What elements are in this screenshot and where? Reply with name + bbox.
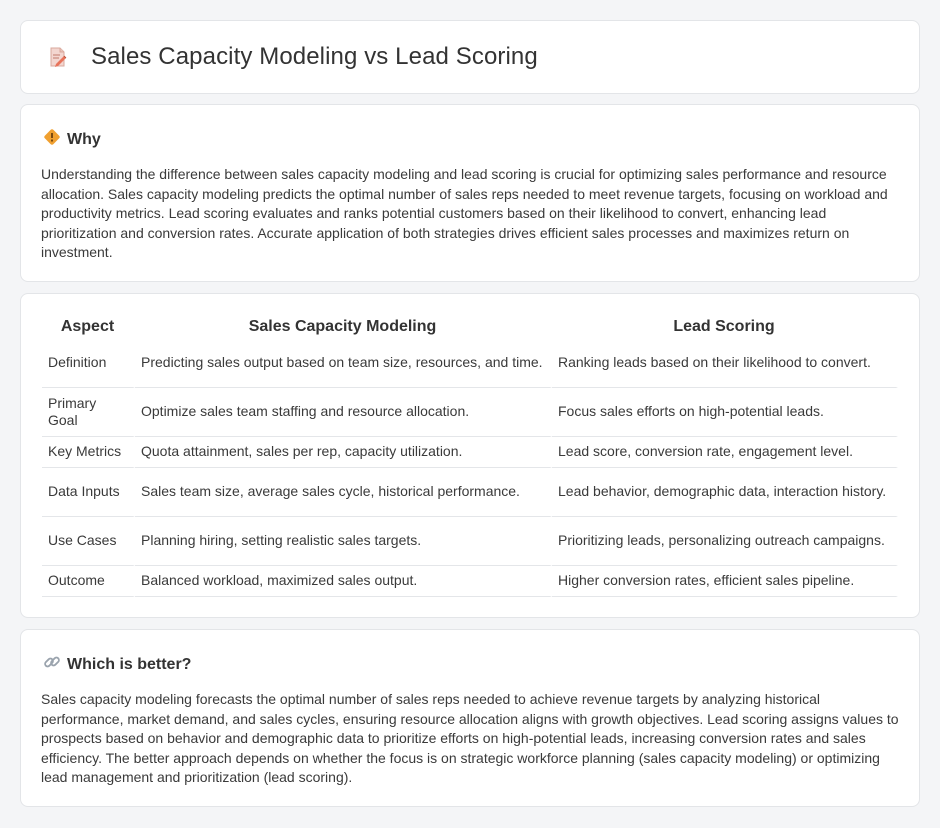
table-row — [42, 468, 898, 517]
document-edit-icon — [47, 46, 69, 68]
why-body: Understanding the difference between sales capacity modeling and lead scoring is crucial for optimizing sales performance and resource allocation. Sales capacity modeling predicts the optimal number of sales reps needed to meet revenue targets, focusing on workload and productivity metrics. Lead scoring evaluates and ranks potential customers based on their likelihood to convert, enhancing lead prioritization and conversion rates. Accurate application of both strategies drives efficient sales processes and maximizes return on investment. — [41, 166, 888, 260]
header-sales-capacity-modeling: Sales Capacity Modeling — [135, 315, 552, 339]
ls-cell: Focus sales efforts on high-potential leads. — [552, 388, 898, 437]
ls-cell: Ranking leads based on their likelihood to convert. — [552, 339, 898, 388]
aspect-cell: Primary Goal — [42, 388, 135, 437]
scm-cell: Sales team size, average sales cycle, historical performance. — [135, 468, 552, 517]
scm-cell: Planning hiring, setting realistic sales targets. — [135, 517, 552, 566]
comparison-table — [42, 315, 898, 597]
table-row — [42, 437, 898, 468]
aspect-cell: Definition — [42, 339, 135, 388]
link-icon — [43, 653, 61, 676]
ls-cell: Higher conversion rates, efficient sales pipeline. — [552, 566, 898, 597]
warning-diamond-icon — [43, 128, 61, 151]
ls-cell: Prioritizing leads, personalizing outreach campaigns. — [552, 517, 898, 566]
ls-cell: Lead score, conversion rate, engagement level. — [552, 437, 898, 468]
table-row — [42, 517, 898, 566]
ls-cell: Lead behavior, demographic data, interaction history. — [552, 468, 898, 517]
comparison-section — [20, 293, 920, 618]
scm-cell: Balanced workload, maximized sales output. — [135, 566, 552, 597]
header-card — [20, 20, 920, 94]
aspect-cell: Use Cases — [42, 517, 135, 566]
header-aspect: Aspect — [42, 315, 135, 339]
page-title: Sales Capacity Modeling vs Lead Scoring — [91, 43, 538, 70]
why-title: Why — [67, 130, 101, 148]
header-lead-scoring: Lead Scoring — [552, 315, 898, 339]
aspect-cell: Data Inputs — [42, 468, 135, 517]
table-row — [42, 339, 898, 388]
table-row — [42, 566, 898, 597]
table-row — [42, 388, 898, 437]
why-section — [20, 104, 920, 282]
aspect-cell: Key Metrics — [42, 437, 135, 468]
scm-cell: Quota attainment, sales per rep, capacity utilization. — [135, 437, 552, 468]
which-is-better-section — [20, 629, 920, 807]
aspect-cell: Outcome — [42, 566, 135, 597]
which-is-better-title: Which is better? — [67, 655, 192, 673]
scm-cell: Predicting sales output based on team size, resources, and time. — [135, 339, 552, 388]
which-is-better-body: Sales capacity modeling forecasts the optimal number of sales reps needed to achieve revenue targets by analyzing historical performance, market demand, and sales cycles, ensuring resource allocation aligns with growth objectives. Lead scoring assigns values to prospects based on behavior and demographic data to prioritize efforts on high-potential leads, increasing conversion rates and sales efficiency. The better approach depends on whether the focus is on strategic workforce planning (sales capacity modeling) or optimizing lead management and prioritization (lead scoring). — [41, 691, 899, 785]
scm-cell: Optimize sales team staffing and resource allocation. — [135, 388, 552, 437]
table-header-row — [42, 315, 898, 339]
